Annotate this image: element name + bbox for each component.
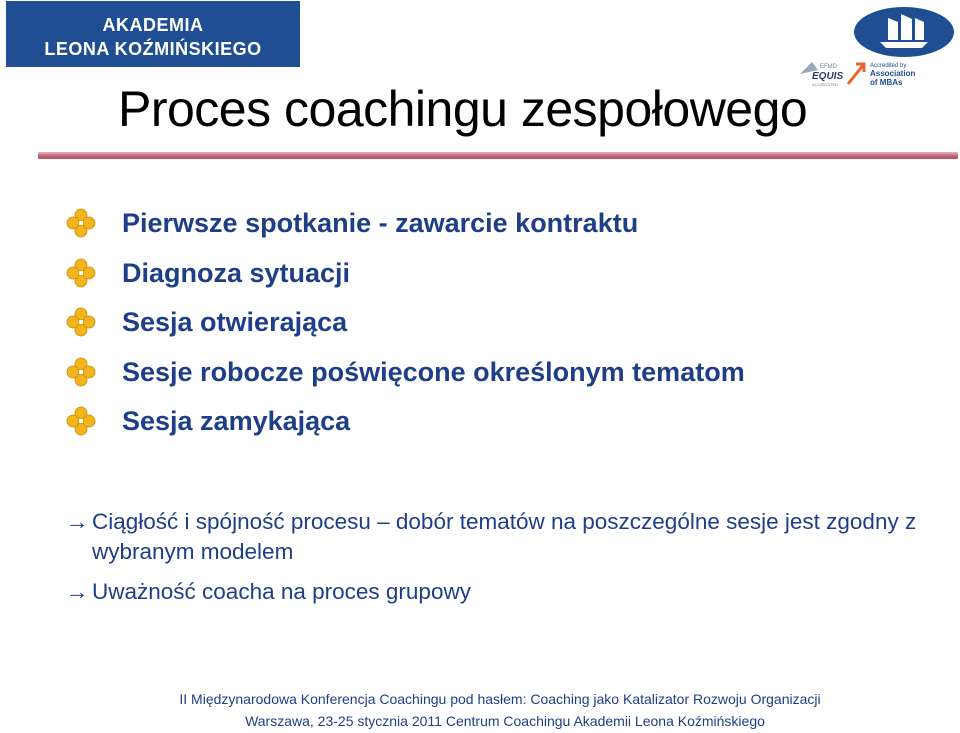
- right-arrow-icon: →: [66, 509, 89, 534]
- bullet-text: Pierwsze spotkanie - zawarcie kontraktu: [122, 208, 639, 238]
- bullet-item: [66, 353, 745, 403]
- clover-cross-icon: [66, 208, 96, 238]
- note-item: [66, 577, 946, 607]
- akademia-logo: [6, 1, 300, 67]
- footer-line-1: II Międzynarodowa Konferencja Coachingu pod hasłem: Coaching jako Katalizator Rozwoju Organizacji: [179, 691, 821, 707]
- bullet-text: Diagnoza sytuacji: [122, 257, 351, 288]
- logo-line-2: LEONA KOŹMIŃSKIEGO: [44, 39, 262, 59]
- bullet-item: [66, 204, 745, 254]
- slide-title: Proces coachingu zespołowego: [118, 81, 808, 137]
- bullet-text: Sesja zamykająca: [122, 406, 351, 436]
- svg-text:EQUIS: EQUIS: [812, 71, 844, 82]
- clover-cross-icon: [66, 258, 96, 288]
- accreditation-logos: [798, 4, 958, 88]
- svg-text:ACCREDITED: ACCREDITED: [812, 82, 839, 87]
- svg-text:Accredited by: Accredited by: [870, 63, 907, 69]
- slide-footer: [0, 688, 960, 732]
- note-text: Ciągłość i spójność procesu – dobór tematów na poszczególne sesje jest zgodny z wybranym modelem: [92, 509, 917, 564]
- svg-text:EFMD: EFMD: [820, 64, 837, 70]
- right-arrow-icon: →: [66, 579, 89, 604]
- note-item: [66, 507, 932, 567]
- svg-text:Association: Association: [870, 69, 916, 78]
- bullet-text: Sesje robocze poświęcone określonym tematom: [122, 356, 745, 387]
- clover-cross-icon: [66, 307, 96, 337]
- bullet-item: [66, 303, 745, 353]
- clover-cross-icon: [66, 406, 96, 436]
- bullet-item: [66, 402, 745, 452]
- bullet-text: Sesja otwierająca: [122, 307, 348, 337]
- ship-emblem-icon: [854, 7, 954, 57]
- bullet-list: [66, 204, 745, 452]
- amba-badge: [848, 63, 915, 87]
- svg-text:of MBAs: of MBAs: [870, 78, 903, 87]
- bullet-item: [66, 254, 745, 304]
- logo-line-1: AKADEMIA: [102, 15, 204, 35]
- footer-line-2: Warszawa, 23-25 stycznia 2011 Centrum Coachingu Akademii Leona Koźmińskiego: [245, 713, 765, 729]
- clover-cross-icon: [66, 357, 96, 387]
- note-text: Uważność coacha na proces grupowy: [92, 579, 471, 604]
- notes-block: [66, 507, 946, 607]
- title-divider: [38, 152, 958, 159]
